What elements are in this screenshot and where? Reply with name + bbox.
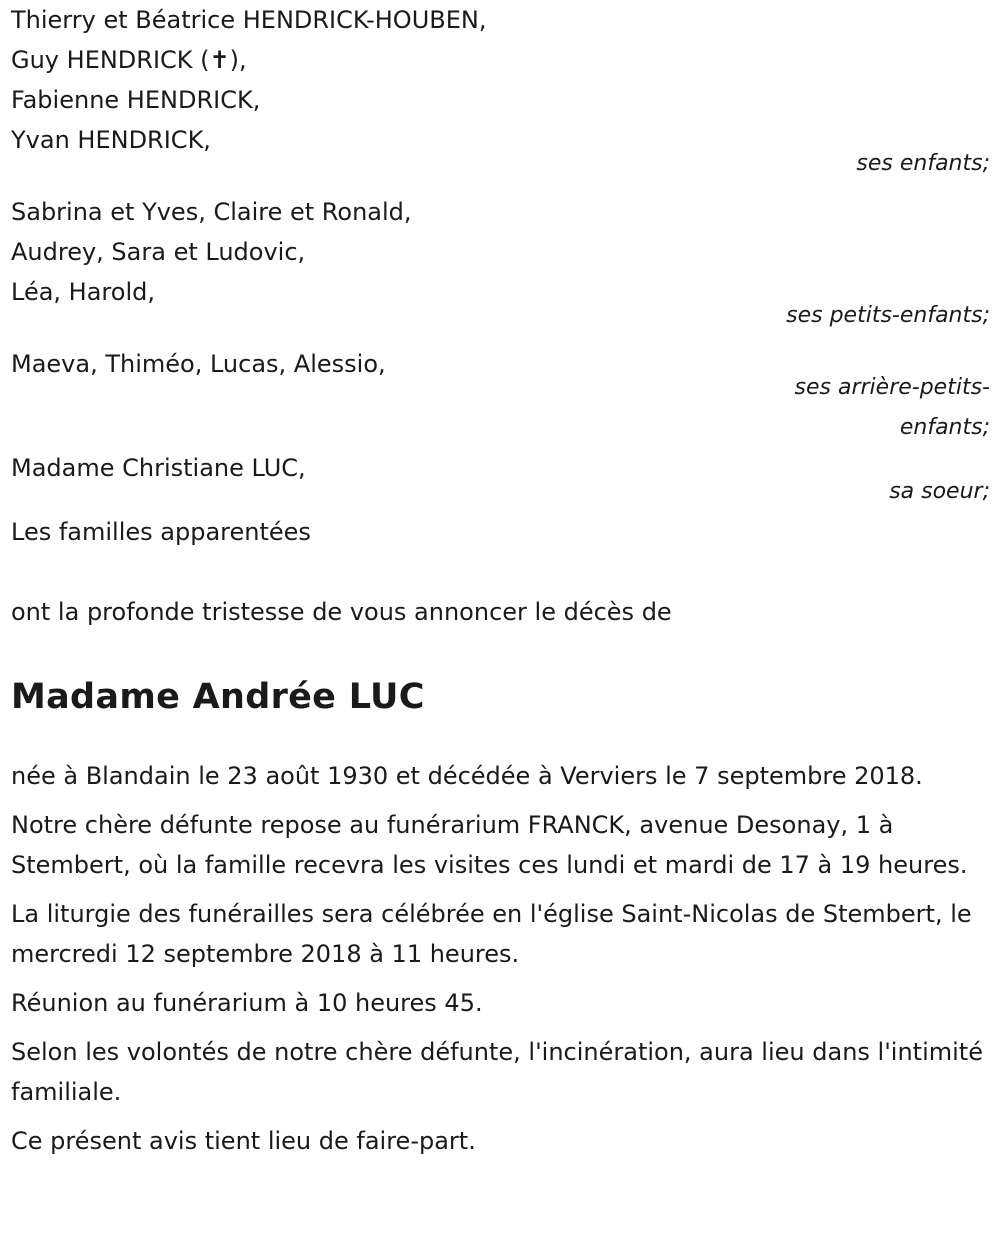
grandchild-name: Audrey, Sara et Ludovic, <box>11 238 306 266</box>
liturgy-paragraph: La liturgie des funérailles sera célébrée en l'église Saint-Nicolas de Stembert, le mercredi 12 septembre 2018 à 11 heures. <box>11 900 972 968</box>
details-section <box>11 756 990 1161</box>
grandchild-name: Sabrina et Yves, Claire et Ronald, <box>11 198 412 226</box>
funeral-home-paragraph: Notre chère défunte repose au funérarium FRANCK, avenue Desonay, 1 à Stembert, où la famille recevra les visites ces lundi et mardi de 17 à 19 heures. <box>11 811 968 879</box>
related-families: Les familles apparentées <box>11 518 311 546</box>
notice-paragraph: Ce présent avis tient lieu de faire-part. <box>11 1127 476 1155</box>
deceased-name: Madame Andrée LUC <box>11 677 425 717</box>
child-name: Guy HENDRICK (✝), <box>11 46 247 74</box>
grandchildren-relation: ses petits-enfants; <box>786 303 990 328</box>
sister-relation: sa soeur; <box>889 479 990 504</box>
great-grandchildren-relation-line2: enfants; <box>899 415 990 440</box>
children-relation: ses enfants; <box>856 151 990 176</box>
sister-name: Madame Christiane LUC, <box>11 454 306 482</box>
great-grandchildren-section <box>11 344 990 448</box>
child-name: Fabienne HENDRICK, <box>11 86 261 114</box>
child-name: Thierry et Béatrice HENDRICK-HOUBEN, <box>11 6 487 34</box>
grandchild-name: Léa, Harold, <box>11 278 155 306</box>
announcement-text: ont la profonde tristesse de vous annoncer le décès de <box>11 598 672 626</box>
grandchildren-section <box>11 192 990 336</box>
great-grandchild-name: Maeva, Thiméo, Lucas, Alessio, <box>11 350 386 378</box>
children-section <box>11 0 990 184</box>
birth-death-paragraph: née à Blandain le 23 août 1930 et décédée à Verviers le 7 septembre 2018. <box>11 762 923 790</box>
child-name: Yvan HENDRICK, <box>11 126 211 154</box>
great-grandchildren-relation-line1: ses arrière-petits- <box>794 375 990 400</box>
cremation-paragraph: Selon les volontés de notre chère défunte, l'incinération, aura lieu dans l'intimité familiale. <box>11 1038 983 1106</box>
sister-section <box>11 448 990 512</box>
meeting-paragraph: Réunion au funérarium à 10 heures 45. <box>11 989 483 1017</box>
